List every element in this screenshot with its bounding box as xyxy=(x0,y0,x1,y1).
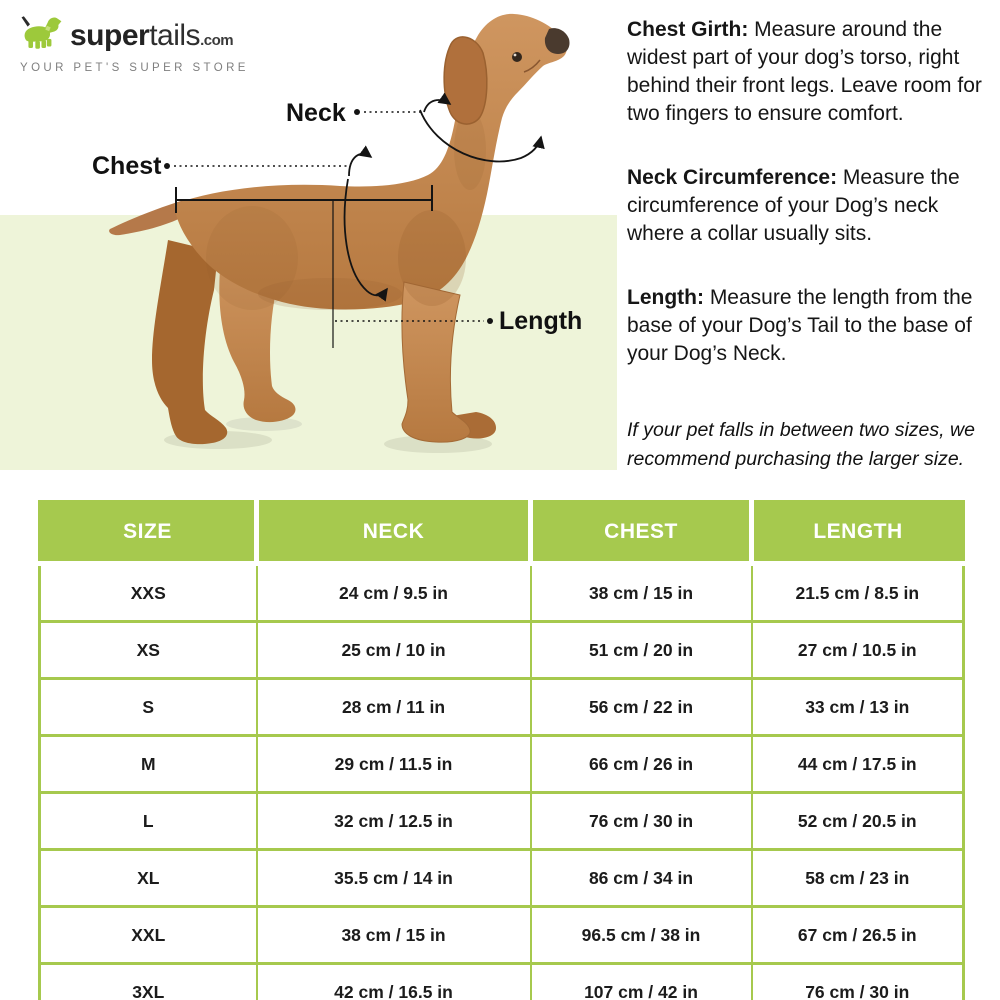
table-row xyxy=(40,622,964,679)
table-row xyxy=(40,564,964,622)
length-instruction-label: Length: xyxy=(627,286,704,309)
size-table xyxy=(38,500,965,1000)
size-chart xyxy=(38,500,962,1000)
cell-chest: 86 cm / 34 in xyxy=(531,850,752,907)
header-chest: CHEST xyxy=(531,502,752,564)
cell-neck: 28 cm / 11 in xyxy=(257,679,531,736)
dog-ear xyxy=(444,37,487,124)
measurement-instructions xyxy=(627,16,987,368)
chest-girth-label: Chest Girth: xyxy=(627,18,749,41)
dog-nose xyxy=(545,28,570,54)
cell-chest: 96.5 cm / 38 in xyxy=(531,907,752,964)
chest-girth-instruction xyxy=(627,16,987,128)
cell-length: 44 cm / 17.5 in xyxy=(752,736,964,793)
cell-size: S xyxy=(40,679,257,736)
length-instruction xyxy=(627,284,987,368)
table-row xyxy=(40,793,964,850)
cell-length: 27 cm / 10.5 in xyxy=(752,622,964,679)
neck-diagram-label: Neck xyxy=(286,99,346,127)
cell-size: XS xyxy=(40,622,257,679)
cell-neck: 25 cm / 10 in xyxy=(257,622,531,679)
table-header-row xyxy=(40,502,964,564)
cell-length: 33 cm / 13 in xyxy=(752,679,964,736)
cell-neck: 42 cm / 16.5 in xyxy=(257,964,531,1000)
chest-diagram-label: Chest xyxy=(92,152,162,180)
table-row xyxy=(40,964,964,1000)
cell-chest: 56 cm / 22 in xyxy=(531,679,752,736)
cell-length: 52 cm / 20.5 in xyxy=(752,793,964,850)
length-diagram-label: Length xyxy=(499,307,583,335)
cell-neck: 29 cm / 11.5 in xyxy=(257,736,531,793)
cell-size: M xyxy=(40,736,257,793)
cell-size: XXL xyxy=(40,907,257,964)
table-row xyxy=(40,679,964,736)
chest-girth-text: Measure around the widest part of your dog’s torso, right behind their front legs. Leave room for two fingers to ensure comfort. xyxy=(627,18,982,125)
header-size: SIZE xyxy=(40,502,257,564)
cell-size: L xyxy=(40,793,257,850)
brand-tails: tails xyxy=(149,19,201,52)
cell-size: XXS xyxy=(40,564,257,622)
table-row xyxy=(40,736,964,793)
cell-chest: 107 cm / 42 in xyxy=(531,964,752,1000)
table-row xyxy=(40,850,964,907)
neck-circumference-instruction xyxy=(627,164,987,248)
cell-length: 76 cm / 30 in xyxy=(752,964,964,1000)
table-row xyxy=(40,907,964,964)
brand-tagline: YOUR PET'S SUPER STORE xyxy=(20,62,249,74)
cell-chest: 66 cm / 26 in xyxy=(531,736,752,793)
cell-chest: 38 cm / 15 in xyxy=(531,564,752,622)
cell-neck: 24 cm / 9.5 in xyxy=(257,564,531,622)
sizing-note: If your pet falls in between two sizes, we recommend purchasing the larger size. xyxy=(627,419,975,470)
dog-eye-glint xyxy=(514,54,517,57)
header-length: LENGTH xyxy=(752,502,964,564)
cell-chest: 76 cm / 30 in xyxy=(531,793,752,850)
cell-length: 58 cm / 23 in xyxy=(752,850,964,907)
cell-length: 67 cm / 26.5 in xyxy=(752,907,964,964)
cell-length: 21.5 cm / 8.5 in xyxy=(752,564,964,622)
dog-illustration xyxy=(0,0,620,470)
cell-neck: 32 cm / 12.5 in xyxy=(257,793,531,850)
length-instruction-text: Measure the length from the base of your Dog’s Tail to the base of your Dog’s Neck. xyxy=(627,286,973,365)
dog-front-leg xyxy=(402,282,470,442)
brand-super: super xyxy=(70,19,150,52)
cell-neck: 35.5 cm / 14 in xyxy=(257,850,531,907)
neck-circumference-label: Neck Circumference: xyxy=(627,166,838,189)
cell-chest: 51 cm / 20 in xyxy=(531,622,752,679)
cell-neck: 38 cm / 15 in xyxy=(257,907,531,964)
header-neck: NECK xyxy=(257,502,531,564)
cell-size: 3XL xyxy=(40,964,257,1000)
neck-circumference-text: Measure the circumference of your Dog’s neck where a collar usually sits. xyxy=(627,166,960,245)
cell-size: XL xyxy=(40,850,257,907)
brand-tld: .com xyxy=(200,32,234,49)
dog-eye xyxy=(512,52,522,62)
